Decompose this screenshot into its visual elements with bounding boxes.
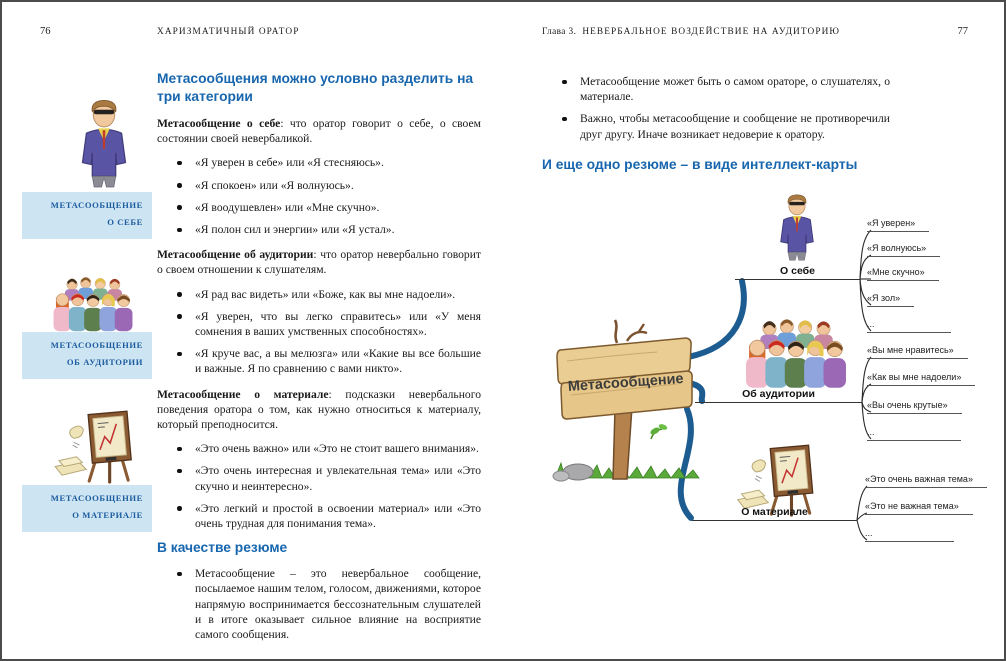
section-heading-resume: В качестве резюме [157, 540, 288, 556]
running-head [542, 27, 840, 37]
bullet-text: «Я спокоен» или «Я волнуюсь». [195, 178, 354, 192]
margin-label-line: МЕТАСООБЩЕНИЕ [50, 340, 143, 350]
bullet-text: «Это очень интересная и увлекательная тема» или «Это скучно и неинтересно». [195, 464, 481, 493]
leaf-label: «Я зол» [867, 292, 914, 307]
paragraph-lead: Метасообщение об аудитории [157, 248, 314, 262]
section-heading-mindmap: И еще одно резюме – в виде интеллект-карты [542, 156, 858, 172]
leaf-label: ... [865, 527, 954, 542]
page-left [2, 2, 505, 661]
running-head: ХАРИЗМАТИЧНЫЙ ОРАТОР [157, 27, 300, 37]
bullet-text: «Я круче вас, а вы мелюзга» или «Какие вы все большие и важные. Я по сравнению с вами никто». [195, 347, 481, 376]
leaf-label: «Я уверен» [867, 217, 929, 232]
paragraph-lead: Метасообщение о материале [157, 387, 329, 401]
paragraph-meta-self [157, 116, 481, 146]
audience-crowd-illustration [42, 274, 144, 332]
margin-label-line: МЕТАСООБЩЕНИЕ [50, 493, 143, 503]
leaf-label: ... [867, 318, 951, 333]
chapter-title: НЕВЕРБАЛЬНОЕ ВОЗДЕЙСТВИЕ НА АУДИТОРИЮ [582, 27, 841, 37]
bullet-text: «Я рад вас видеть» или «Боже, как вы мне надоели». [195, 287, 456, 301]
bullet-item [542, 111, 890, 141]
paragraph-rest: : что оратор говорит о себе, о своем состоянии своей невербаликой. [157, 117, 481, 146]
bullet-item [157, 441, 481, 456]
bullet-item [157, 155, 481, 170]
bullet-list-material [157, 441, 481, 531]
page-number: 76 [40, 26, 51, 37]
leaf-label: «Как вы мне надоели» [867, 371, 975, 386]
branch-label-material: О материале [692, 506, 857, 521]
leaf-label: «Это не важная тема» [865, 500, 973, 515]
page-right [505, 2, 1006, 661]
bullet-list-resume [157, 566, 481, 642]
page-number: 77 [957, 26, 968, 37]
mindmap-graphics [505, 187, 1006, 661]
bullet-text: «Это очень важно» или «Это не стоит вашего внимания». [195, 442, 479, 456]
section-heading-categories: Метасообщения можно условно разделить на три категории [157, 71, 474, 104]
margin-label-about-material [22, 485, 152, 532]
bullet-text: Важно, чтобы метасообщение и сообщение не противоречили друг другу. Иначе возникает недоверие к оратору. [580, 112, 890, 141]
paragraph-rest: : что оратор невербально говорит о своем отношении к слушателям. [157, 248, 482, 277]
bullet-list-summary [542, 74, 890, 142]
bullet-item [157, 178, 481, 193]
bullet-item [157, 463, 481, 493]
bullet-text: «Я уверен, что вы легко справитесь» или «У меня сомнения в ваших умственных способностях». [195, 309, 481, 339]
right-text-column [542, 62, 890, 178]
leaf-label: «Вы мне нравитесь» [867, 344, 968, 359]
bullet-item [157, 222, 481, 237]
bullet-item [157, 346, 481, 376]
leaf-label: ... [867, 426, 961, 441]
paragraph-meta-audience [157, 247, 481, 277]
margin-label-about-self [22, 192, 152, 239]
speaker-man-illustration [74, 98, 134, 188]
flipchart-easel-illustration [738, 445, 813, 515]
bullet-item [157, 200, 481, 215]
bullet-text: «Я полон сил и энергии» или «Я устал». [195, 223, 395, 237]
wooden-sign-illustration [557, 320, 692, 479]
bullet-item [157, 287, 481, 302]
bullet-item [157, 501, 481, 531]
bullet-list-self [157, 155, 481, 237]
bullet-text: Метасообщение может быть о самом ораторе, о слушателях, о материале. [580, 75, 890, 104]
margin-label-line: О СЕБЕ [107, 216, 143, 227]
margin-label-line: О МАТЕРИАЛЕ [72, 509, 143, 520]
mindmap-root-label: Метасообщение [567, 370, 685, 396]
leaf-label: «Я волнуюсь» [867, 242, 940, 257]
mindmap [505, 187, 1006, 661]
bullet-item [157, 309, 481, 339]
branch-label-audience: Об аудитории [695, 388, 862, 403]
bullet-text: «Я воодушевлен» или «Мне скучно». [195, 200, 380, 214]
bullet-text: «Я уверен в себе» или «Я стесняюсь». [195, 156, 384, 170]
branch-label-self: О себе [735, 265, 860, 280]
paragraph-rest: : подсказки невербального поведения оратора о том, как нужно относиться к материалу, который преподносится. [157, 387, 481, 432]
bullet-item [542, 74, 890, 104]
left-text-column [157, 62, 481, 649]
audience-crowd-illustration [746, 319, 846, 387]
leaf-label: «Вы очень крутые» [867, 399, 962, 414]
leaf-label: «Мне скучно» [867, 266, 939, 281]
margin-label-line: ОБ АУДИТОРИИ [66, 356, 143, 367]
margin-label-about-audience [22, 332, 152, 379]
speaker-man-illustration [781, 195, 814, 260]
paragraph-meta-material [157, 387, 481, 433]
chapter-prefix: Глава 3. [542, 27, 577, 37]
margin-label-line: МЕТАСООБЩЕНИЕ [50, 200, 143, 210]
leaf-label: «Это очень важная тема» [865, 473, 987, 488]
paragraph-lead: Метасообщение о себе [157, 117, 281, 130]
bullet-text: Метасообщение – это невербальное сообщение, посылаемое нашим телом, голосом, движениями, которое напрямую воспринимается бессознательным слушателей и в итоге оказывает сильное влияние на восприятие самого сообщения. [195, 567, 481, 642]
bullet-list-audience [157, 287, 481, 377]
flipchart-easel-illustration [53, 410, 141, 484]
bullet-text: «Это легкий и простой в освоении материал» или «Это очень трудная для понимания тема». [195, 501, 481, 531]
bullet-item [157, 566, 481, 642]
